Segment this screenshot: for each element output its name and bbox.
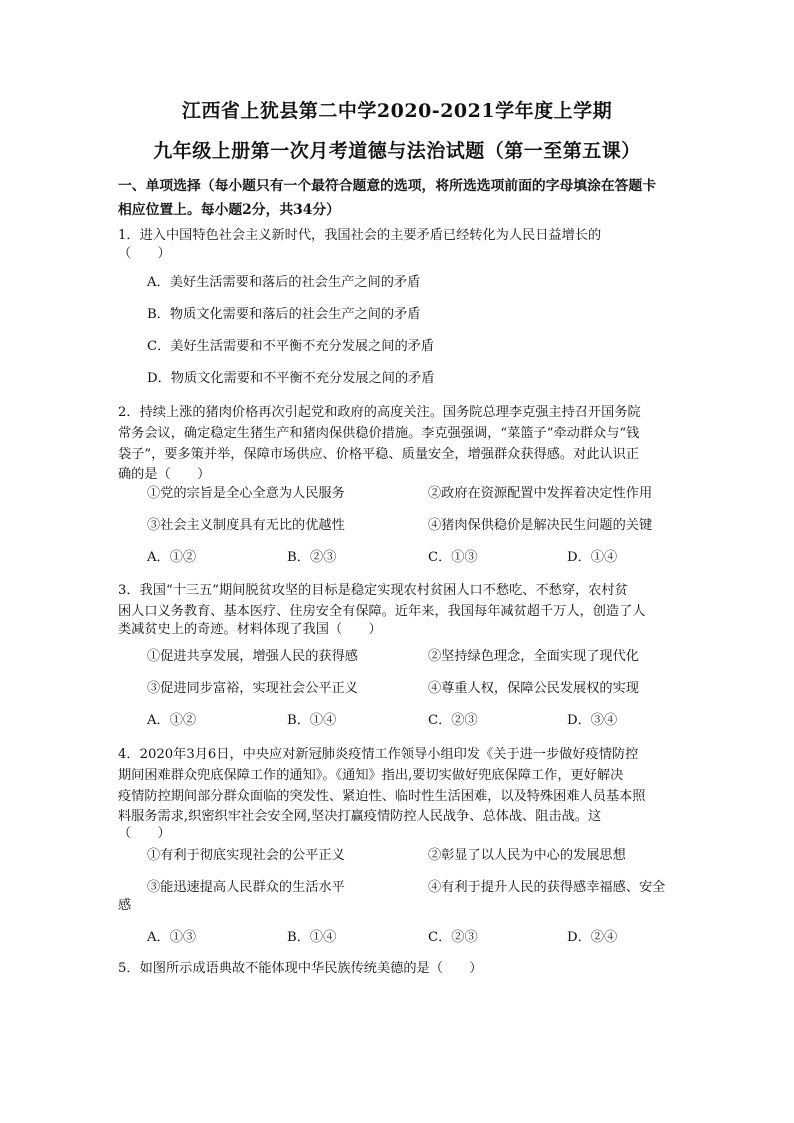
- q2-stem-line3: 袋子”，要多策并举，保障市场供应、价格平稳、质量安全，增强群众获得感。对此认识正: [118, 447, 640, 462]
- q4-statement-1: ①有利于彻底实现社会的公平正义: [147, 848, 345, 863]
- q1-option-a: A．美好生活需要和落后的社会生产之间的矛盾: [147, 275, 421, 290]
- q4-statement-4-continued: 感: [118, 898, 132, 913]
- q3-option-a: A．①②: [147, 713, 197, 728]
- q4-option-b: B．①④: [287, 930, 337, 945]
- exam-title: 江西省上犹县第二中学2020-2021学年度上学期: [181, 100, 613, 122]
- q3-stem-line3: 类减贫史上的奇迹。材料体现了我国（ ）: [118, 622, 382, 637]
- q4-option-a: A．①③: [147, 930, 197, 945]
- q4-statement-2: ②彰显了以人民为中心的发展思想: [428, 848, 626, 863]
- q3-option-b: B．①④: [287, 713, 337, 728]
- q2-statement-4: ④猪肉保供稳价是解决民生问题的关键: [428, 518, 653, 533]
- q4-stem-line1: 4．2020年3月6日，中央应对新冠肺炎疫情工作领导小组印发《关于进一步做好疫情防控: [118, 747, 639, 762]
- q1-option-d: D．物质文化需要和不平衡不充分发展之间的矛盾: [147, 371, 435, 386]
- q3-statement-3: ③促进同步富裕，实现社会公平正义: [147, 681, 358, 696]
- exam-subtitle: 九年级上册第一次月考道德与法治试题（第一至第五课）: [153, 140, 641, 162]
- q3-stem-line1: 3．我国“十三五”期间脱贫攻坚的目标是稳定实现农村贫困人口不愁吃、不愁穿，农村贫: [118, 583, 628, 598]
- q4-stem-line2: 期间困难群众兜底保障工作的通知》。《通知》指出,要切实做好兜底保障工作，更好解决: [118, 768, 624, 783]
- q4-statement-3: ③能迅速提高人民群众的生活水平: [147, 880, 345, 895]
- q3-stem-line2: 困人口义务教育、基本医疗、住房安全有保障。近年来，我国每年减贫超千万人，创造了人: [118, 604, 646, 619]
- q2-statement-1: ①党的宗旨是全心全意为人民服务: [147, 486, 345, 501]
- q2-option-c: C．①③: [428, 550, 478, 565]
- q2-statement-2: ②政府在资源配置中发挥着决定性作用: [428, 486, 653, 501]
- q4-statement-4: ④有利于提升人民的获得感幸福感、安全: [428, 880, 666, 895]
- q4-option-c: C．②③: [428, 930, 478, 945]
- section-heading-line1: 一、单项选择（每小题只有一个最符合题意的选项，将所选选项前面的字母填涂在答题卡: [118, 178, 657, 194]
- q2-stem-line4: 确的是（ ）: [118, 467, 211, 482]
- section-heading-line2: 相应位置上。每小题2分，共34分）: [118, 202, 340, 218]
- q4-stem-line3: 疫情防控期间部分群众面临的突发性、紧迫性、临时性生活困难，以及特殊困难人员基本照: [118, 789, 646, 804]
- q2-option-b: B．②③: [287, 550, 337, 565]
- q1-option-b: B．物质文化需要和落后的社会生产之间的矛盾: [147, 307, 421, 322]
- q2-stem-line2: 常务会议，确定稳定生猪生产和猪肉保供稳价措施。李克强强调，“菜篮子”牵动群众与“钱: [118, 426, 640, 441]
- q1-stem-line2: （ ）: [118, 246, 171, 261]
- q4-stem-line5: （ ）: [118, 826, 171, 841]
- q2-stem-line1: 2．持续上涨的猪肉价格再次引起党和政府的高度关注。国务院总理李克强主持召开国务院: [118, 405, 641, 420]
- q5-stem-line1: 5．如图所示成语典故不能体现中华民族传统美德的是（ ）: [118, 961, 483, 976]
- q2-option-d: D．①④: [567, 550, 618, 565]
- q2-statement-3: ③社会主义制度具有无比的优越性: [147, 518, 345, 533]
- q4-option-d: D．②④: [567, 930, 618, 945]
- q3-option-d: D．③④: [567, 713, 618, 728]
- q1-option-c: C．美好生活需要和不平衡不充分发展之间的矛盾: [147, 339, 435, 354]
- q1-stem-line1: 1．进入中国特色社会主义新时代，我国社会的主要矛盾已经转化为人民日益增长的: [118, 228, 602, 243]
- q4-stem-line4: 料服务需求,织密织牢社会安全网,坚决打赢疫情防控人民战争、总体战、阻击战。这: [118, 809, 602, 824]
- q3-statement-2: ②坚持绿色理念，全面实现了现代化: [428, 649, 639, 664]
- q3-statement-1: ①促进共享发展，增强人民的获得感: [147, 649, 358, 664]
- q2-option-a: A．①②: [147, 550, 197, 565]
- q3-statement-4: ④尊重人权，保障公民发展权的实现: [428, 681, 639, 696]
- q3-option-c: C．②③: [428, 713, 478, 728]
